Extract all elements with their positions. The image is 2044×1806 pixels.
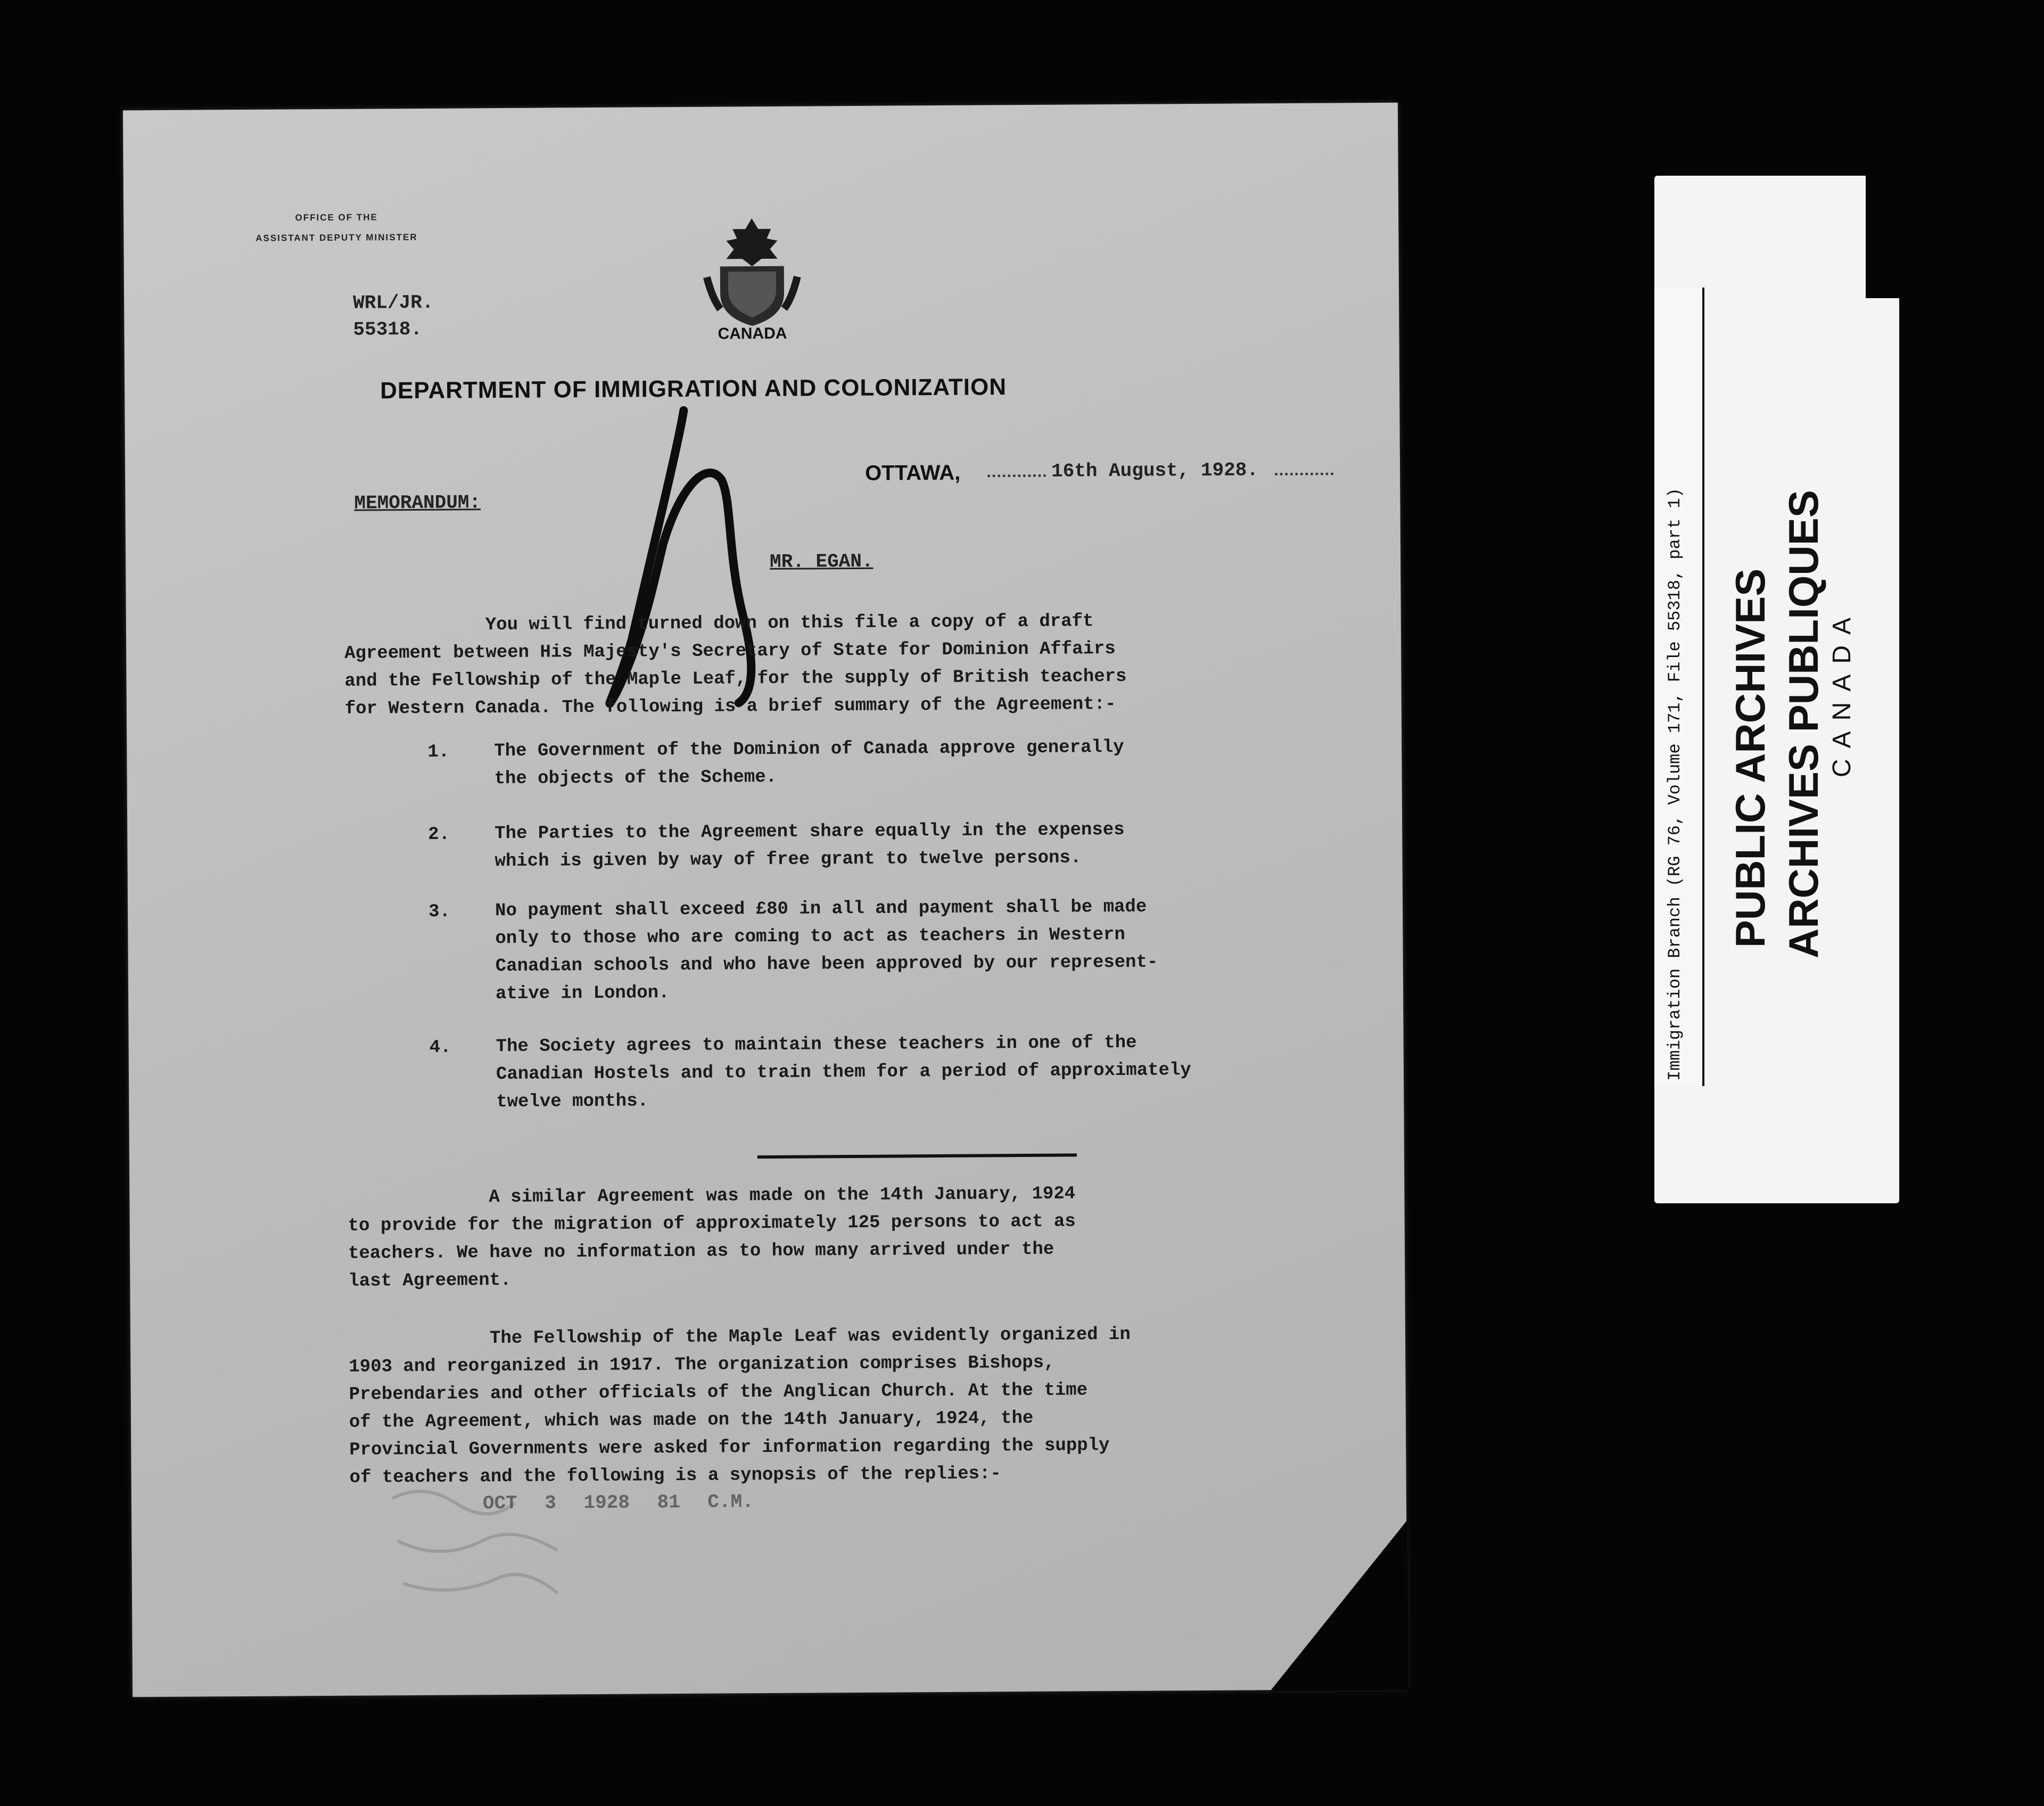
similar-agreement-paragraph xyxy=(348,1180,1076,1295)
intro-line: for Western Canada. The following is a brief summary of the Agreement:- xyxy=(344,694,1116,719)
item-line: No payment shall exceed £80 in all and payment shall be made xyxy=(495,897,1147,922)
reference-block xyxy=(353,290,434,343)
addressee: MR. EGAN. xyxy=(769,550,873,573)
intro-line: You will find turned down on this file a copy of a draft xyxy=(485,611,1094,636)
item-number: 3. xyxy=(428,901,451,922)
office-heading xyxy=(203,207,469,249)
paragraph-line: to provide for the migration of approximately 125 persons to act as xyxy=(348,1211,1076,1236)
intro-line: and the Fellowship of the Maple Leaf, for the supply of British teachers xyxy=(344,666,1127,692)
item-number: 1. xyxy=(427,742,450,762)
city-label: OTTAWA, xyxy=(864,461,961,485)
office-line-2: ASSISTANT DEPUTY MINISTER xyxy=(256,232,418,243)
folded-corner xyxy=(1269,1520,1408,1692)
paragraph-line: 1903 and reorganized in 1917. The organization comprises Bishops, xyxy=(349,1352,1055,1377)
date-dots-trailing xyxy=(1275,472,1333,475)
item-text xyxy=(496,1029,1192,1116)
item-line: Canadian Hostels and to train them for a period of approximately xyxy=(496,1060,1191,1085)
department-title: DEPARTMENT OF IMMIGRATION AND COLONIZATION xyxy=(380,374,1007,404)
archive-name-fr: ARCHIVES PUBLIQUES xyxy=(1780,490,1827,958)
archive-country: CANADA xyxy=(1828,606,1856,777)
memo-date: 16th August, 1928. xyxy=(1051,459,1259,482)
item-line: The Parties to the Agreement share equally in the expenses xyxy=(494,819,1125,844)
item-number: 2. xyxy=(428,824,450,845)
item-line: twelve months. xyxy=(496,1091,649,1113)
item-text xyxy=(495,893,1158,1008)
item-line: Canadian schools and who have been approved by our represent- xyxy=(495,952,1158,977)
paragraph-line: Prebendaries and other officials of the Anglican Church. At the time xyxy=(349,1380,1088,1405)
item-text xyxy=(494,734,1124,793)
item-line: which is given by way of free grant to twelve persons. xyxy=(494,848,1082,872)
paragraph-line: A similar Agreement was made on the 14th January, 1924 xyxy=(489,1184,1076,1208)
archive-name-en: PUBLIC ARCHIVES xyxy=(1727,568,1774,948)
paragraph-line: of the Agreement, which was made on the 14th January, 1924, the xyxy=(349,1408,1034,1433)
reference-initials: WRL/JR. xyxy=(353,291,434,314)
fellowship-paragraph xyxy=(349,1321,1132,1492)
office-line-1: OFFICE OF THE xyxy=(295,212,378,223)
paragraph-line: of teachers and the following is a synopsis of the replies:- xyxy=(349,1464,1001,1488)
country-label: CANADA xyxy=(718,324,787,343)
item-line: ative in London. xyxy=(495,983,670,1005)
received-date-stamp: OCT 3 1928 81 C.M. xyxy=(482,1491,754,1515)
item-text xyxy=(494,816,1125,875)
canada-crest-icon xyxy=(696,212,808,330)
item-line: The Government of the Dominion of Canada approve generally xyxy=(494,737,1124,762)
item-number: 4. xyxy=(429,1037,451,1058)
archive-series-reference: Immigration Branch (RG 76, Volume 171, File 55318, part 1) xyxy=(1665,488,1685,1081)
section-divider xyxy=(757,1153,1077,1159)
item-line: only to those who are coming to act as teachers in Western xyxy=(495,924,1125,949)
intro-paragraph xyxy=(344,608,1127,723)
item-line: The Society agrees to maintain these teachers in one of the xyxy=(496,1032,1137,1057)
file-number: 55318. xyxy=(353,318,423,341)
memo-sheet xyxy=(123,103,1407,1697)
archive-card-notch xyxy=(1866,176,1914,298)
paragraph-line: teachers. We have no information as to how many arrived under the xyxy=(348,1239,1054,1264)
item-line: the objects of the Scheme. xyxy=(494,767,777,790)
intro-line: Agreement between His Majesty's Secretary of State for Dominion Affairs xyxy=(344,638,1116,664)
memorandum-heading: MEMORANDUM: xyxy=(354,491,481,514)
paragraph-line: last Agreement. xyxy=(348,1270,512,1292)
paragraph-line: Provincial Governments were asked for information regarding the supply xyxy=(349,1435,1110,1460)
date-dots xyxy=(987,474,1046,478)
paragraph-line: The Fellowship of the Maple Leaf was evidently organized in xyxy=(489,1324,1131,1349)
